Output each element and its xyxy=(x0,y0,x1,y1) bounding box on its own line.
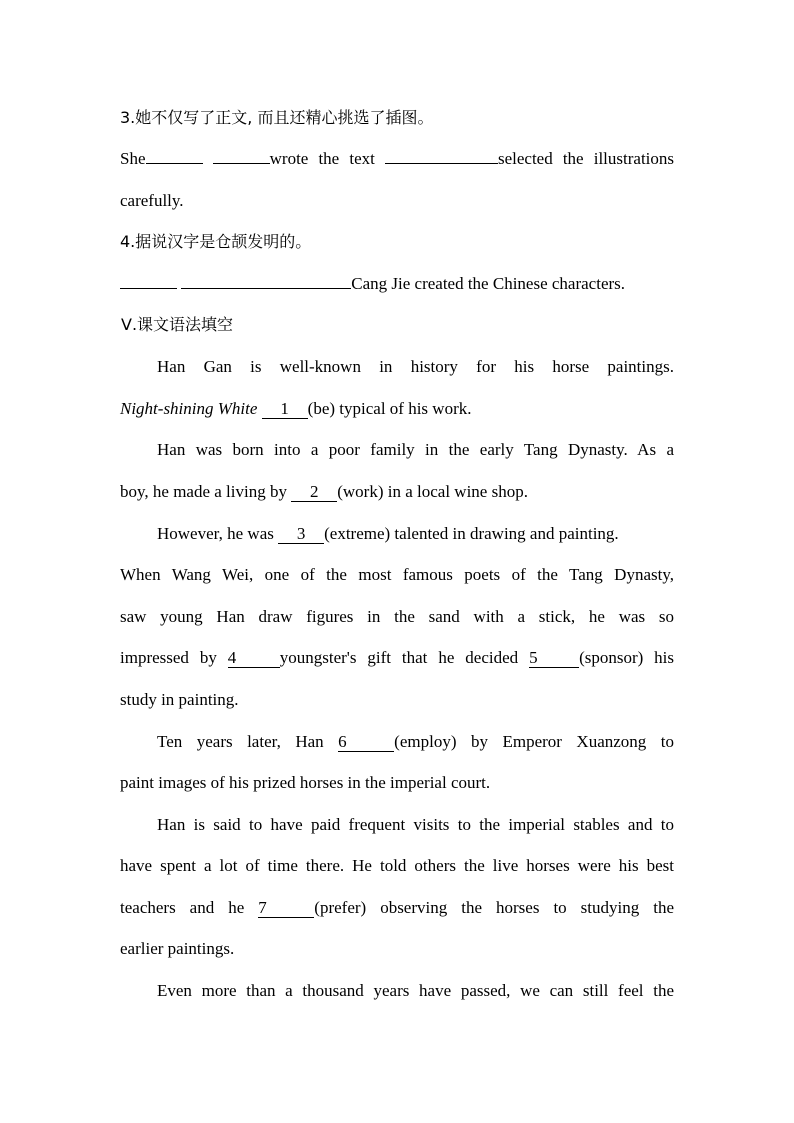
q3-english-line-2: carefully. xyxy=(120,191,184,210)
q3-text-b: wrote the text xyxy=(269,149,375,168)
section-heading: Ⅴ.课文语法填空 xyxy=(121,315,234,334)
p3-line-2: When Wang Wei, one of the most famous poets of the Tang Dynasty, xyxy=(120,565,674,584)
p5-line-1: Han is said to have paid frequent visits to the imperial stables and to xyxy=(157,815,674,834)
p3-line-5: study in painting. xyxy=(120,690,239,709)
p1-line-1: Han Gan is well-known in history for his horse paintings. xyxy=(157,357,674,376)
p2-line-1: Han was born into a poor family in the early Tang Dynasty. As a xyxy=(157,440,674,459)
q4-english-line xyxy=(120,272,674,296)
blank-1[interactable]: 1 xyxy=(262,400,308,419)
p5-line-3-a: teachers and he xyxy=(120,898,245,917)
p6-line-1: Even more than a thousand years have passed, we can still feel the xyxy=(157,981,674,1000)
p3-line-4-b: youngster's gift that he decided xyxy=(279,648,519,667)
q3-blank-2[interactable] xyxy=(213,147,270,164)
p3-line-1-b: (extreme) talented in drawing and painting. xyxy=(324,524,619,543)
q3-text-a: She xyxy=(120,149,146,168)
p4-line-1-b: (employ) by Emperor Xuanzong to xyxy=(394,732,674,751)
q3-text-c: selected the illustrations xyxy=(497,149,674,168)
p4-line-1-a: Ten years later, Han xyxy=(157,732,324,751)
blank-6[interactable]: 6 xyxy=(338,733,394,752)
p3-line-4-c: (sponsor) his xyxy=(579,648,674,667)
p1-line-2-tail: (be) typical of his work. xyxy=(307,399,472,418)
q4-blank-1[interactable] xyxy=(120,272,177,289)
p5-line-3-b: (prefer) observing the horses to studying the xyxy=(314,898,674,917)
p5-line-3 xyxy=(120,896,674,920)
q3-blank-1[interactable] xyxy=(146,147,203,164)
p3-line-4-a: impressed by xyxy=(120,648,217,667)
q3-chinese-prompt: 3.她不仅写了正文, 而且还精心挑选了插图。 xyxy=(120,108,434,127)
q4-chinese-prompt: 4.据说汉字是仓颉发明的。 xyxy=(120,232,312,251)
q4-blank-2[interactable] xyxy=(181,272,351,289)
p5-line-2: have spent a lot of time there. He told others the live horses were his best xyxy=(120,856,674,875)
p3-line-4 xyxy=(120,646,674,670)
blank-2[interactable]: 2 xyxy=(291,483,337,502)
q3-blank-3[interactable] xyxy=(385,147,498,164)
p2-line-2 xyxy=(120,480,674,504)
blank-7[interactable]: 7 xyxy=(258,899,314,918)
blank-5[interactable]: 5 xyxy=(529,649,579,668)
p5-line-4: earlier paintings. xyxy=(120,939,235,958)
p4-line-2: paint images of his prized horses in the imperial court. xyxy=(120,773,491,792)
p2-line-2-a: boy, he made a living by xyxy=(120,482,287,501)
q3-english-line xyxy=(120,147,674,171)
q4-text-tail: Cang Jie created the Chinese characters. xyxy=(351,274,626,293)
p3-line-1-a: However, he was xyxy=(157,524,274,543)
p3-line-1 xyxy=(157,522,674,546)
blank-4[interactable]: 4 xyxy=(228,649,280,668)
painting-title: Night-shining White xyxy=(120,399,258,418)
p3-line-3: saw young Han draw figures in the sand with a stick, he was so xyxy=(120,607,674,626)
p1-line-2 xyxy=(120,397,674,421)
p4-line-1 xyxy=(157,730,674,754)
p2-line-2-b: (work) in a local wine shop. xyxy=(337,482,528,501)
blank-3[interactable]: 3 xyxy=(278,525,324,544)
